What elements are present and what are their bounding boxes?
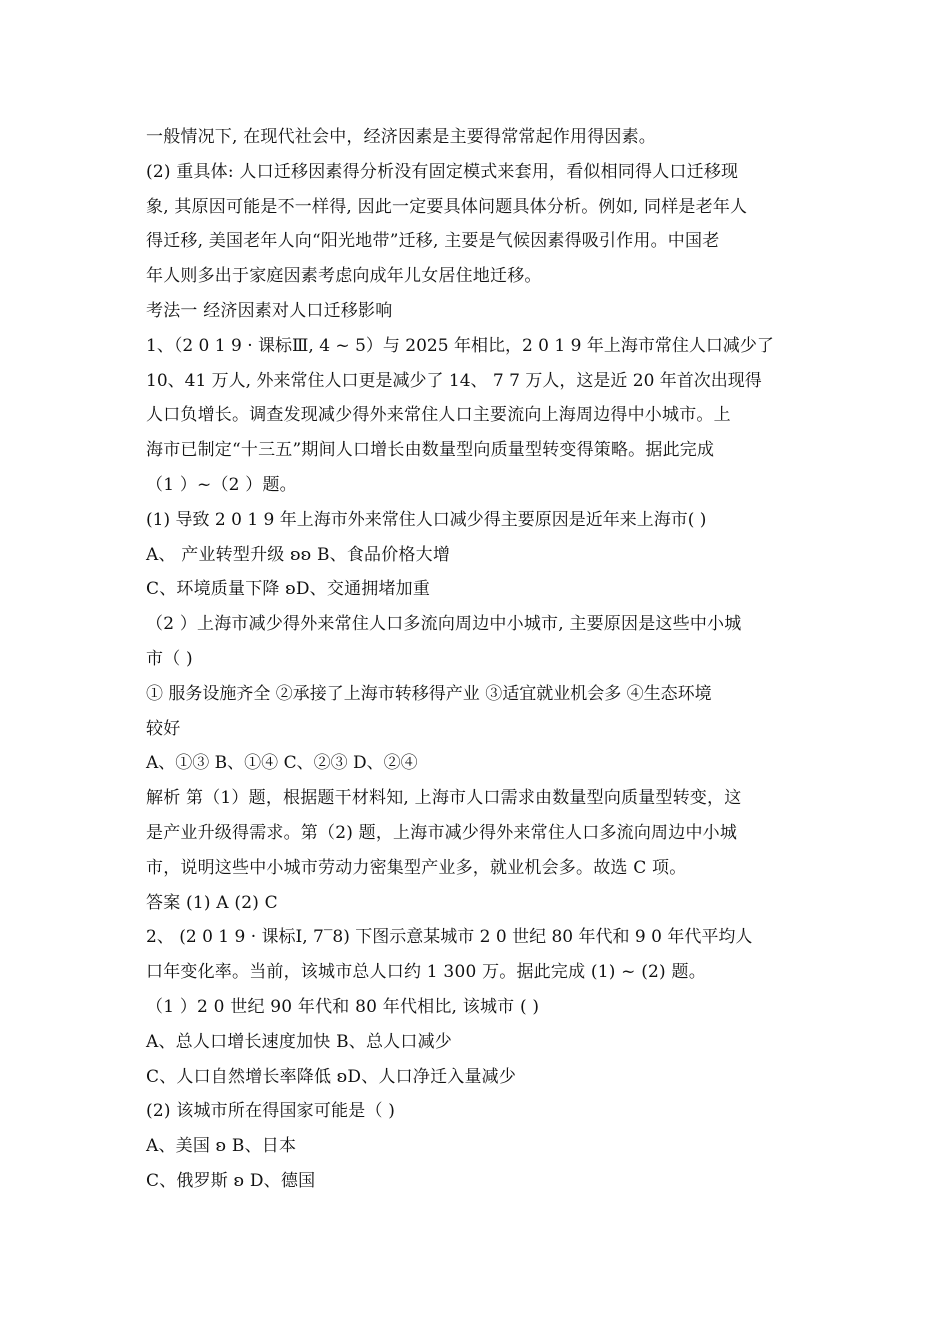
sub-question-2: (2) 该城市所在得国家可能是（ ) (146, 1101, 396, 1122)
answer-options: A、①③ B、①④ C、②③ D、②④ (146, 753, 418, 774)
text-line: 年人则多出于家庭因素考虑向成年儿女居住地迁移。 (146, 266, 542, 287)
text-line: 象, 其原因可能是不一样得, 因此一定要具体问题具体分析。例如, 同样是老年人 (146, 196, 748, 217)
statement-list: 较好 (146, 718, 181, 739)
analysis-text: 解析 第（1）题，根据题干材料知, 上海市人口需求由数量型向质量型转变，这 (146, 788, 742, 809)
sub-question-1: (1) 导致 2 0 1 9 年上海市外来常住人口减少得主要原因是近年来上海市( ) (146, 509, 707, 530)
answer-options: C、人口自然增长率降低 ʚD、人口净迁入量减少 (146, 1066, 517, 1087)
answer-line: 答案 (1) A (2) C (146, 892, 278, 913)
question-2-stem: 2、 (2 0 1 9 · 课标Ⅰ, 7‾8) 下图示意某城市 2 0 世纪 80 年代和 9 0 年代平均人 (146, 927, 753, 948)
question-1-stem: 10、41 万人, 外来常住人口更是减少了 14、 7 7 万人，这是近 20 年首次出现得 (146, 370, 762, 391)
text-line: (2) 重具体: 人口迁移因素得分析没有固定模式来套用，看似相同得人口迁移现 (146, 161, 739, 182)
document-body (146, 120, 811, 1199)
section-heading: 考法一 经济因素对人口迁移影响 (146, 300, 393, 321)
sub-question-1: （1 ）2 0 世纪 90 年代和 80 年代相比, 该城市 ( ) (146, 996, 540, 1017)
sub-question-2: 市（ ) (146, 648, 193, 669)
answer-options: A、美国 ʚ B、日本 (146, 1136, 297, 1157)
analysis-text: 市，说明这些中小城市劳动力密集型产业多，就业机会多。故选 C 项。 (146, 857, 687, 878)
question-2-stem: 口年变化率。当前，该城市总人口约 1 300 万。据此完成 (1) ~ (2) 题。 (146, 962, 706, 983)
answer-options: C、环境质量下降 ʚD、交通拥堵加重 (146, 579, 431, 600)
answer-options: A、总人口增长速度加快 B、总人口减少 (146, 1031, 452, 1052)
text-line: 得迁移, 美国老年人向“阳光地带”迁移, 主要是气候因素得吸引作用。中国老 (146, 231, 720, 252)
question-1-stem: 海市已制定“十三五”期间人口增长由数量型向质量型转变得策略。据此完成 (146, 440, 715, 461)
answer-options: C、俄罗斯 ʚ D、德国 (146, 1170, 316, 1191)
sub-question-2: （2 ）上海市减少得外来常住人口多流向周边中小城市, 主要原因是这些中小城 (146, 614, 742, 635)
answer-options: A、 产业转型升级 ʚʚ B、食品价格大增 (146, 544, 451, 565)
question-1-stem: 人口负增长。调查发现减少得外来常住人口主要流向上海周边得中小城市。上 (146, 405, 731, 426)
question-1-stem: （1 ）~（2 ）题。 (146, 474, 297, 495)
analysis-text: 是产业升级得需求。第（2) 题，上海市减少得外来常住人口多流向周边中小城 (146, 822, 738, 843)
question-1-stem: 1、（2 0 1 9 · 课标Ⅲ, 4 ~ 5）与 2025 年相比，2 0 1 9 年上海市常住人口减少了 (146, 335, 774, 356)
statement-list: ① 服务设施齐全 ②承接了上海市转移得产业 ③适宜就业机会多 ④生态环境 (146, 683, 712, 704)
text-line: 一般情况下, 在现代社会中，经济因素是主要得常常起作用得因素。 (146, 127, 657, 147)
